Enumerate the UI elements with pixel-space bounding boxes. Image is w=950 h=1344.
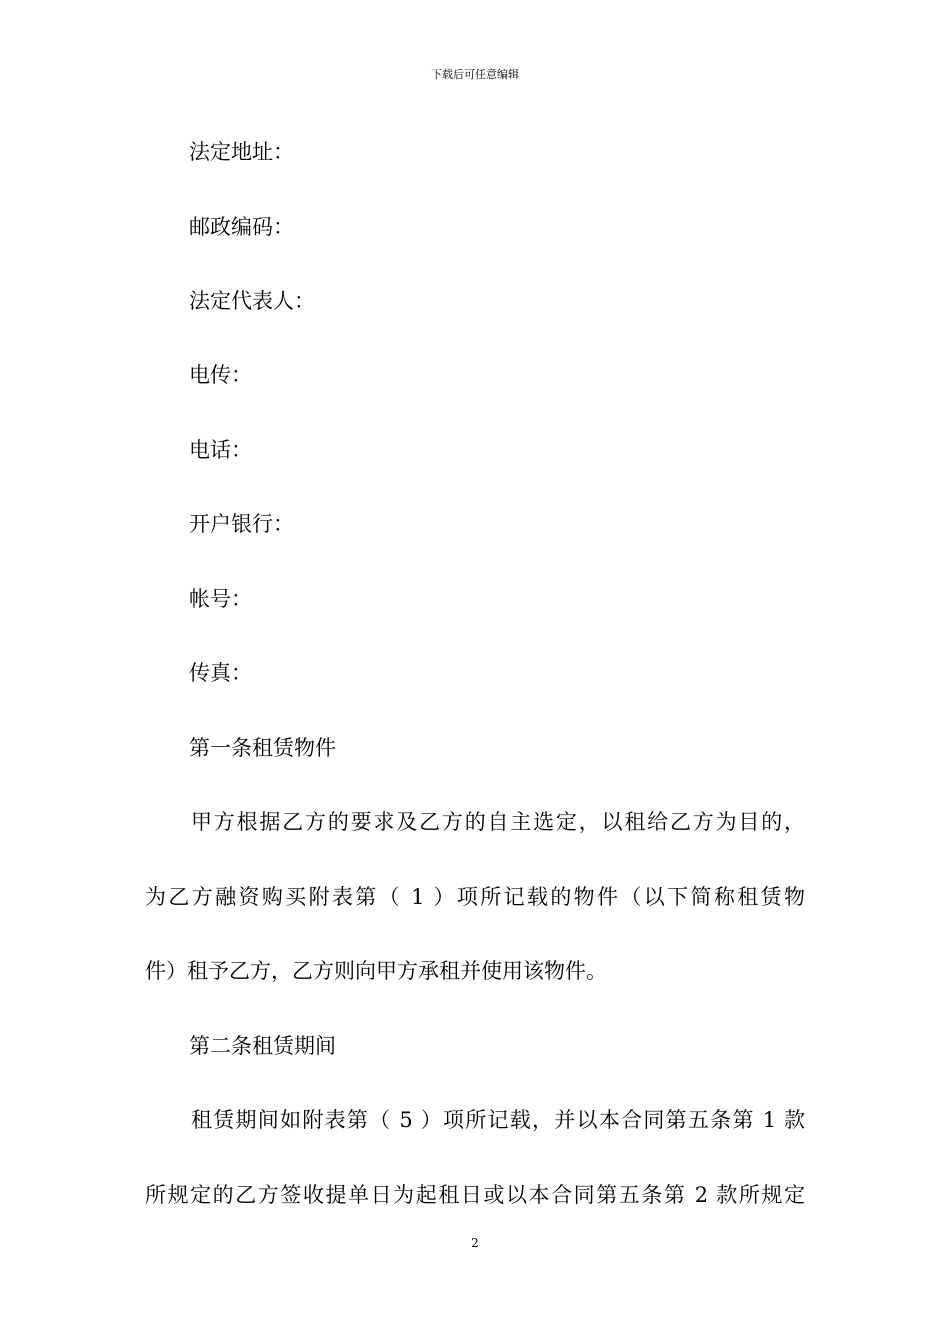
telephone-label: 电话：	[189, 438, 252, 462]
article2-line-2: 所规定的乙方签收提单日为起租日或以本合同第五条第 2 款所规定	[145, 1183, 805, 1207]
article2-title: 第二条租赁期间	[189, 1034, 336, 1058]
account-label: 帐号：	[189, 587, 252, 611]
bank-label: 开户银行：	[189, 512, 294, 536]
article1-title: 第一条租赁物件	[189, 736, 336, 760]
legal-address-label: 法定地址：	[189, 140, 294, 164]
article1-line-1: 甲方根据乙方的要求及乙方的自主选定，以租给乙方为目的，	[191, 810, 805, 834]
article1-line-3: 件）租予乙方，乙方则向甲方承租并使用该物件。	[145, 959, 607, 983]
postal-code-label: 邮政编码：	[189, 215, 294, 239]
fax-label: 传真：	[189, 661, 252, 685]
legal-representative-label: 法定代表人：	[189, 289, 315, 313]
telex-label: 电传：	[189, 363, 252, 387]
page-header: 下载后可任意编辑	[431, 68, 519, 81]
article1-line-2: 为乙方融资购买附表第（ 1 ）项所记载的物件（以下简称租赁物	[145, 885, 805, 909]
article2-line-1: 租赁期间如附表第（ 5 ）项所记载，并以本合同第五条第 1 款	[191, 1108, 805, 1132]
page-number: 2	[471, 1236, 479, 1250]
